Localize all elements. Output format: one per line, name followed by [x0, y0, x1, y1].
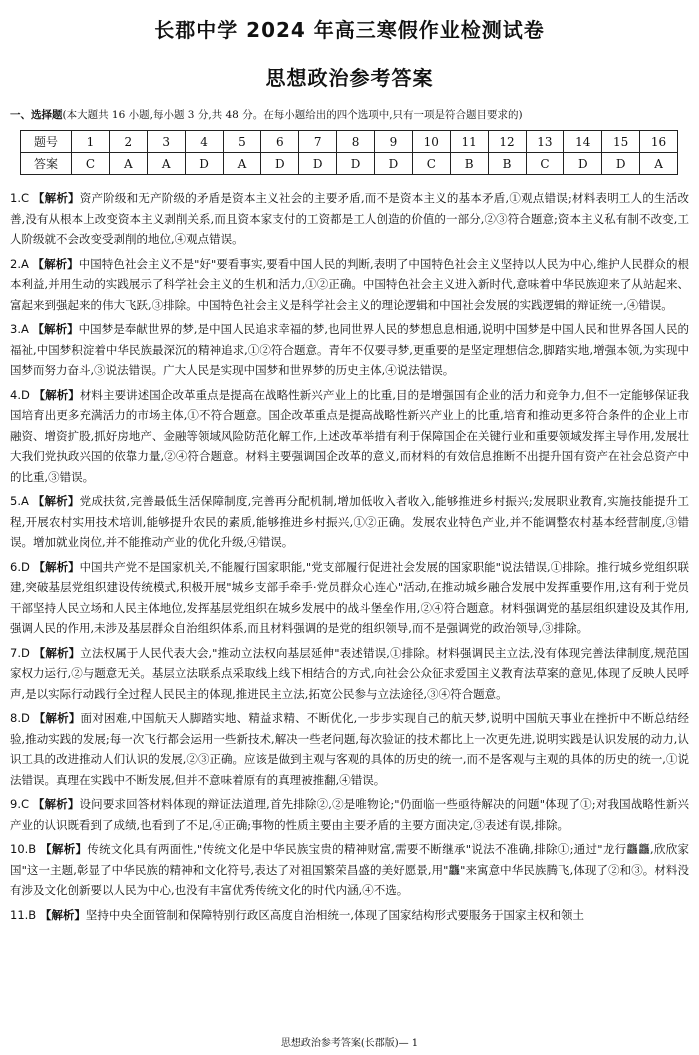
- question-number-cell: 5: [223, 131, 261, 153]
- question-answer-label: 2.A: [10, 256, 29, 271]
- question-number-cell: 16: [640, 131, 678, 153]
- answer-cell: A: [147, 153, 185, 175]
- answer-cell: B: [450, 153, 488, 175]
- analysis-tag: 【解析】: [33, 711, 81, 725]
- answer-cell: D: [375, 153, 413, 175]
- question-answer-label: 3.A: [10, 322, 29, 336]
- explanation-item: [10, 319, 689, 381]
- question-answer-label: 6.D: [10, 559, 30, 574]
- explanation-text: 中国梦是奉献世界的梦,是中国人民追求幸福的梦,也同世界人民的梦想息息相通,说明中国梦是中国人民和世界各国人民的福祉,中国梦积淀着中华民族最深沉的精神追求,①②符合题意。青年不仅要寻梦,更重要的是坚定理想信念,脚踏实地,增强本领,为实现中国梦而努力奋斗,③说法错误。广大人民是实现中国梦和世界梦的历史主体,④说法错误。: [10, 322, 690, 377]
- explanation-text: 立法权属于人民代表大会,"推动立法权向基层延伸"表述错误,①排除。材料强调民主立法,没有体现完善法律制度,规范国家权力运行,②与题意无关。基层立法联系点采取线上线下相结合的方式,向社会公众征求爱国主义教育法草案的意见,体现了反映人民呼声,是以实际行动践行全过程人民民主的体现,推进民主立法,拓宽公民参与立法途径,③④符合题意。: [10, 645, 690, 701]
- explanation-text: 传统文化具有两面性,"传统文化是中华民族宝贵的精神财富,需要不断继承"说法不准确,排除①;通过"龙行龘龘,欣欣家国"这一主题,彰显了中华民族的精神和文化符号,表达了对祖国繁荣昌盛的美好愿景,用"龘"来寓意中华民族腾飞,体现了②和③。材料没有涉及文化创新要以人民为中心,也没有丰富优秀传统文化的时代内涵,④不选。: [10, 842, 690, 897]
- question-number-cell: 8: [337, 131, 375, 153]
- question-number-cell: 10: [412, 131, 450, 153]
- explanation-text: 设问要求回答材料体现的辩证法道理,首先排除②,②是唯物论;"仍面临一些亟待解决的问题"体现了①;对我国战略性新兴产业的认识既看到了成绩,也看到了不足,④正确;事物的性质主要由主要矛盾的主要方面决定,③表述有误,排除。: [10, 797, 689, 832]
- analysis-tag: 【解析】: [33, 559, 80, 574]
- question-answer-label: 9.C: [10, 797, 30, 811]
- analysis-tag: 【解析】: [33, 645, 81, 660]
- explanation-item: [10, 839, 689, 901]
- explanation-item: [10, 794, 689, 835]
- question-number-cell: 9: [375, 131, 413, 153]
- question-number-cell: 3: [147, 131, 185, 153]
- explanation-text: 材料主要讲述国企改革重点是提高在战略性新兴产业上的比重,目的是增强国有企业的活力和竞争力,但不一定能够保证我国培育出更多充满活力的市场主体,①不符合题意。国企改革重点是提高战略性新兴产业上的比重,培育和推动更多符合条件的企业上市融资、增资扩股,抓好房地产、金融等领域风险防范化解工作,上述改革举措有利于保障国企在关键行业和重要领域发挥主导作用,发展壮大我们党执政兴国的依靠力量,②④符合题意。材料主要强调国企改革的意义,而材料的有效信息推断不出提升国有资产在社会总资产中的比重,③错误。: [10, 387, 690, 484]
- answer-cell: D: [185, 153, 223, 175]
- question-number-cell: 12: [488, 131, 526, 153]
- question-number-cell: 15: [602, 131, 640, 153]
- question-answer-label: 11.B: [10, 907, 37, 922]
- explanation-text: 坚持中央全面管制和保障特别行政区高度自治相统一,体现了国家结构形式要服务于国家主权和领土: [85, 907, 584, 922]
- analysis-tag: 【解析】: [39, 907, 86, 922]
- school-title: 长郡中学 2024 年高三寒假作业检测试卷: [154, 18, 545, 42]
- question-answer-label: 1.C: [10, 191, 30, 205]
- explanation-item: [10, 188, 689, 250]
- row-label: 答案: [21, 153, 72, 175]
- answer-cell: C: [412, 153, 450, 175]
- question-number-cell: 13: [526, 131, 564, 153]
- question-answer-label: 5.A: [10, 494, 29, 508]
- subject-title: 思想政治参考答案: [265, 66, 434, 90]
- answer-row: [21, 153, 678, 175]
- explanation-item: [10, 643, 689, 705]
- section-title: 一、选择题: [10, 109, 63, 121]
- answer-cell: D: [602, 153, 640, 175]
- explanation-item: [10, 385, 689, 488]
- question-number-cell: 2: [109, 131, 147, 153]
- question-number-cell: 7: [299, 131, 337, 153]
- analysis-tag: 【解析】: [32, 322, 79, 336]
- question-number-cell: 4: [185, 131, 223, 153]
- analysis-tag: 【解析】: [32, 256, 79, 271]
- explanation-item: [10, 708, 689, 790]
- question-answer-label: 7.D: [10, 645, 30, 660]
- question-number-cell: 6: [261, 131, 299, 153]
- answer-cell: D: [299, 153, 337, 175]
- analysis-tag: 【解析】: [32, 191, 80, 205]
- answer-cell: A: [109, 153, 147, 175]
- answer-cell: C: [526, 153, 564, 175]
- answer-table: [20, 130, 678, 175]
- answer-cell: A: [223, 153, 261, 175]
- question-number-cell: 1: [72, 131, 110, 153]
- analysis-tag: 【解析】: [32, 797, 80, 811]
- explanation-item: [10, 254, 689, 316]
- explanation-text: 面对困难,中国航天人脚踏实地、精益求精、不断优化,一步步实现自己的航天梦,说明中国航天事业在挫折中不断总结经验,推动实践的发展;每一次飞行都会运用一些新技术,解决一些老问题,每次验证的技术都比上一次更先进,说明实践是认识发展的动力,认识工具的改进推动人们认识的发展,②③正确。应该是做到主观与客观的具体的历史的统一,而不是客观与主观的具体的历史的统一,①说法错误。真理在实践中不断发展,但并不意味着原有的真理被推翻,④错误。: [10, 711, 690, 787]
- answer-cell: B: [488, 153, 526, 175]
- explanation-item: [10, 491, 689, 553]
- question-answer-label: 8.D: [10, 711, 30, 725]
- answer-cell: D: [564, 153, 602, 175]
- answer-cell: C: [72, 153, 110, 175]
- explanation-text: 党成扶贫,完善最低生活保障制度,完善再分配机制,增加低收入者收入,能够推进乡村振兴;发展职业教育,实施技能提升工程,开展农村实用技术培训,能够提升农民的素质,能够推进乡村振兴,①②正确。发展农业特色产业,并不能调整农村基本经营制度,③错误。增加就业岗位,并不能推动产业的优化升级,④错误。: [10, 494, 690, 549]
- explanation-item: [10, 905, 689, 926]
- explanation-text: 中国特色社会主义不是"好"要看事实,要看中国人民的判断,表明了中国特色社会主义坚持以人民为中心,维护人民群众的根本利益,并用生动的实践展示了科学社会主义的生机和活力,①②正确。中国特色社会主义进入新时代,意味着中华民族迎来了从站起来、富起来到强起来的伟大飞跃,③排除。中国特色社会主义是科学社会主义的理论逻辑和中国社会发展的实践逻辑的辩证统一,④错误。: [10, 256, 690, 312]
- explanation-item: [10, 557, 689, 639]
- section-note: (本大题共 16 小题,每小题 3 分,共 48 分。在每小题给出的四个选项中,只有一项是符合题目要求的): [62, 109, 523, 121]
- explanation-text: 资产阶级和无产阶级的矛盾是资本主义社会的主要矛盾,而不是资本主义的基本矛盾,①观点错误;材料表明工人的生活改善,没有从根本上改变资本主义剥削关系,而且资本家支付的工资都是工人创造的价值的一部分,②③符合题意;资本主义私有制不改变,工人阶级就不会改变受剥削的地位,④观点错误。: [10, 191, 689, 246]
- question-number-cell: 14: [564, 131, 602, 153]
- analysis-tag: 【解析】: [40, 842, 88, 856]
- analysis-tag: 【解析】: [32, 494, 80, 508]
- explanation-list: [10, 188, 689, 929]
- question-number-cell: 11: [450, 131, 488, 153]
- page-footer: 思想政治参考答案(长郡版)— 1: [280, 1038, 419, 1049]
- answer-cell: A: [640, 153, 678, 175]
- question-answer-label: 4.D: [10, 387, 30, 402]
- analysis-tag: 【解析】: [33, 387, 80, 402]
- row-label: 题号: [21, 131, 72, 153]
- section-header: [10, 107, 690, 122]
- explanation-text: 中国共产党不是国家机关,不能履行国家职能,"党支部履行促进社会发展的国家职能"说法错误,①排除。推行城乡党组织联建,突破基层党组织建设传统模式,积极开展"城乡支部手牵手·党员群众心连心"活动,在推动城乡融合发展中发挥重要作用,这有利于党员干部坚持人民立场和人民主体地位,发挥基层党组织在城乡发展中的战斗堡垒作用,②④符合题意。材料强调党的基层组织建设及其作用,强调人民的作用,未涉及基层群众自治组织体系,而且材料强调的是党的组织领导,而不是强调党的政治领导,③排除。: [10, 559, 690, 635]
- question-answer-label: 10.B: [10, 842, 37, 856]
- answer-cell: D: [261, 153, 299, 175]
- answer-cell: D: [337, 153, 375, 175]
- question-number-row: [21, 131, 678, 153]
